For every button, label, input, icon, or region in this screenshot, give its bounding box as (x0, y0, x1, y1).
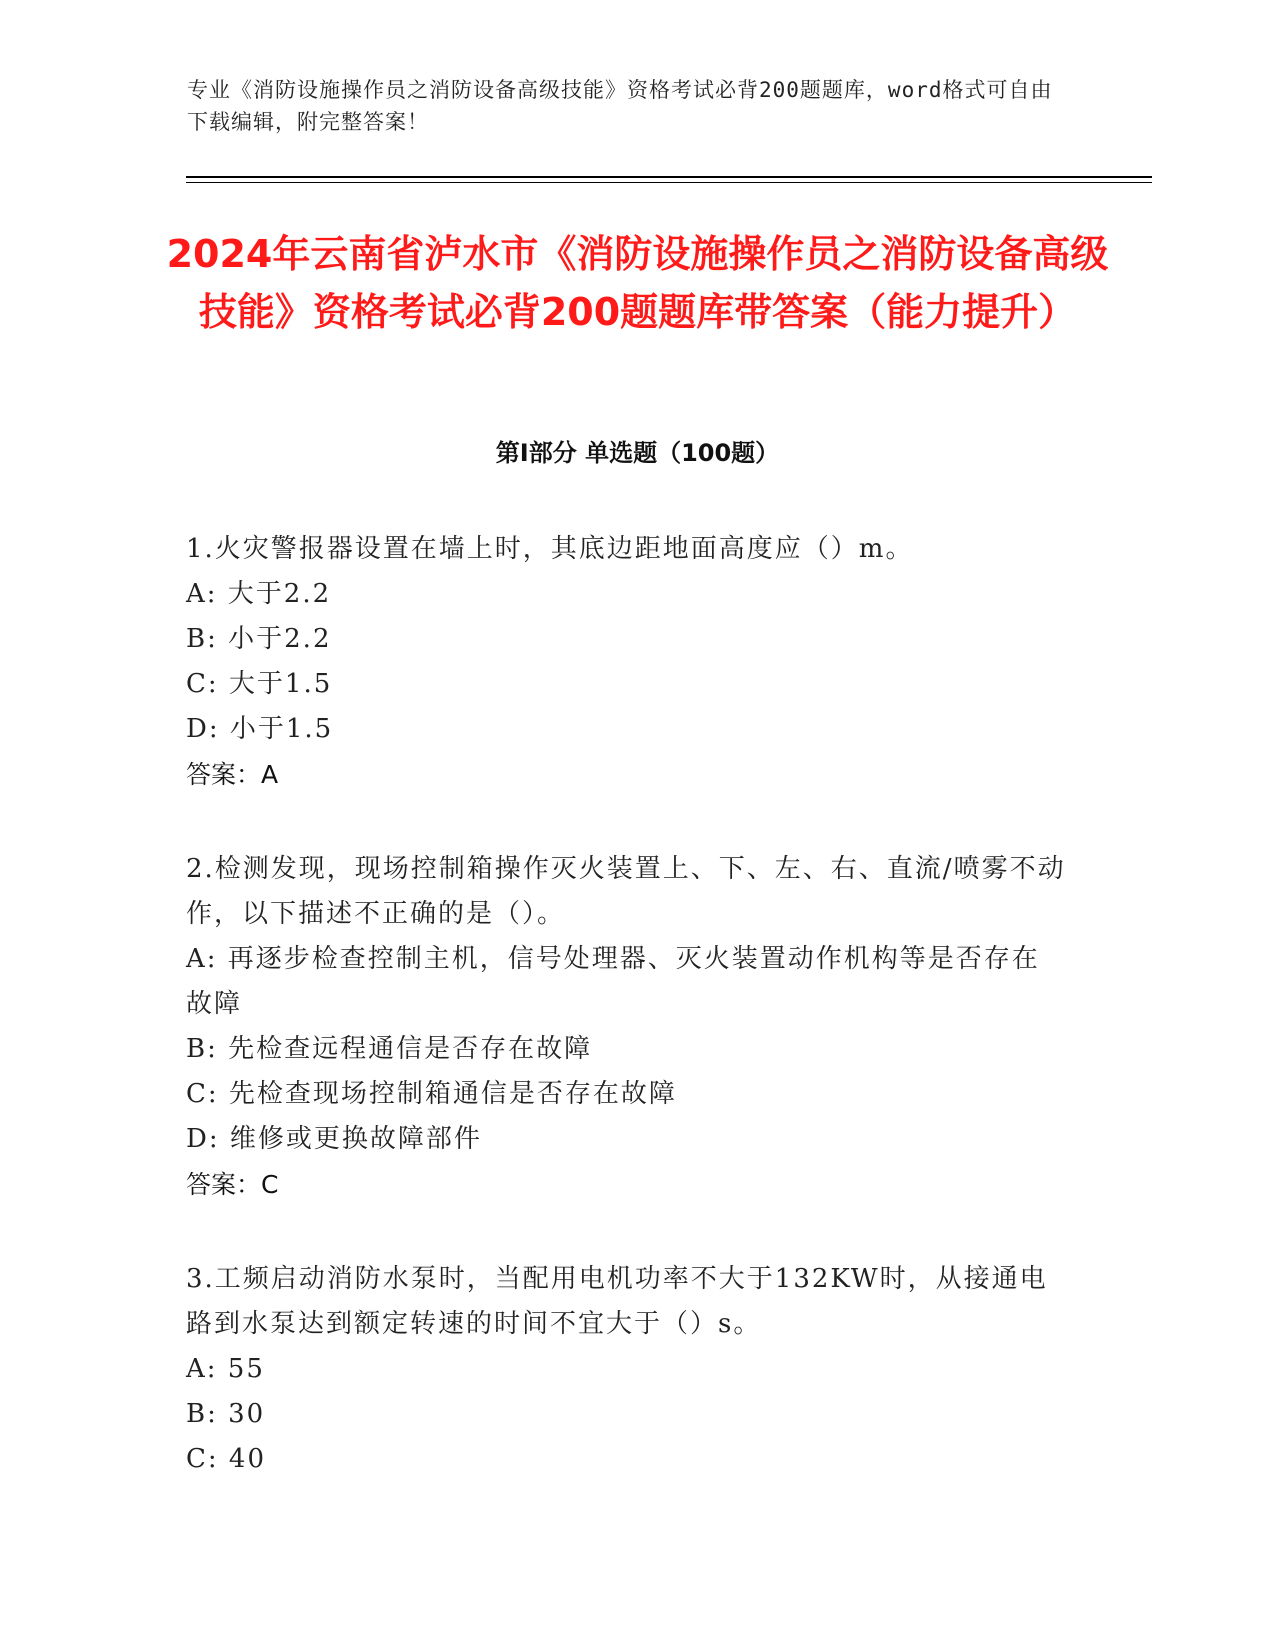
option-d: D: 小于1.5 (186, 714, 334, 744)
answer: 答案：A (186, 760, 279, 789)
option-b: B: 先检查远程通信是否存在故障 (186, 1034, 593, 1064)
option-c: C: 40 (186, 1444, 267, 1474)
answer: 答案：C (186, 1170, 279, 1199)
question-stem: 3.工频启动消防水泵时，当配用电机功率不大于132KW时，从接通电路到水泵达到额定转速的时间不宜大于（）s。 (186, 1264, 1048, 1339)
question-1 (186, 527, 1066, 797)
header-divider-thin (186, 182, 1152, 183)
document-title: 2024年云南省泸水市《消防设施操作员之消防设备高级技能》资格考试必背200题题库带答案（能力提升） (166, 232, 1109, 334)
question-stem: 2.检测发现，现场控制箱操作灭火装置上、下、左、右、直流/喷雾不动作，以下描述不正确的是（）。 (186, 854, 1066, 929)
header-note: 专业《消防设施操作员之消防设备高级技能》资格考试必背200题题库，word格式可自由下载编辑，附完整答案！ (187, 78, 1053, 134)
option-a: A: 55 (186, 1354, 265, 1384)
question-list (186, 527, 1066, 1532)
question-2 (186, 847, 1066, 1207)
option-b: B: 30 (186, 1399, 266, 1429)
option-c: C: 大于1.5 (186, 669, 333, 699)
question-stem: 1.火灾警报器设置在墙上时，其底边距地面高度应（）m。 (186, 534, 914, 564)
option-b: B: 小于2.2 (186, 624, 332, 654)
option-c: C: 先检查现场控制箱通信是否存在故障 (186, 1079, 677, 1109)
option-d: D: 维修或更换故障部件 (186, 1124, 482, 1154)
question-3 (186, 1257, 1066, 1482)
section-title: 第Ⅰ部分 单选题（100题） (495, 439, 780, 467)
option-a: A: 大于2.2 (186, 579, 332, 609)
option-a: A: 再逐步检查控制主机，信号处理器、灭火装置动作机构等是否存在故障 (186, 944, 1040, 1019)
header-divider-thick (186, 176, 1152, 178)
